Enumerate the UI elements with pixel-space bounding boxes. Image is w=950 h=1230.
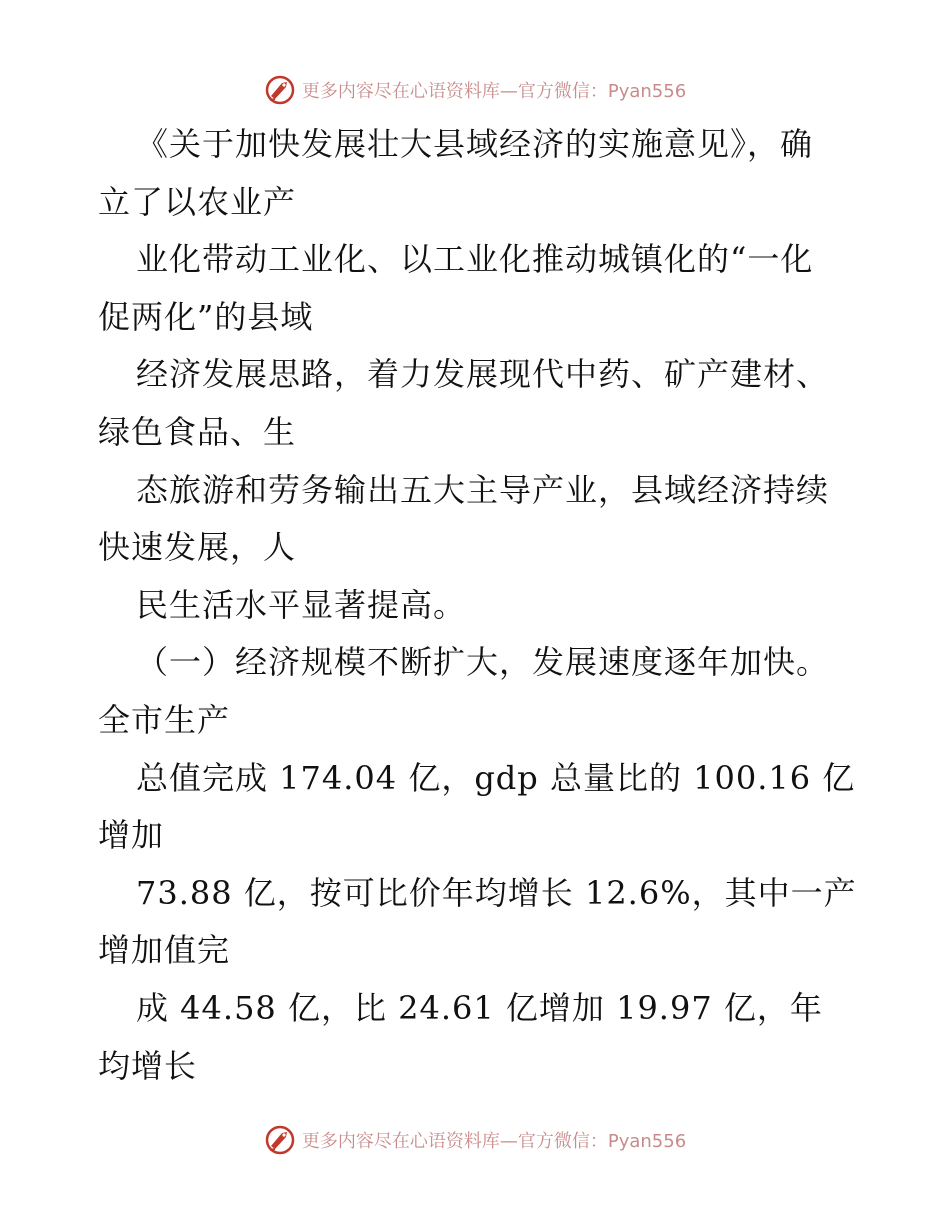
text-line: 成 44.58 亿，比 24.61 亿增加 19.97 亿，年: [136, 988, 823, 1027]
text-line: 全市生产: [98, 700, 231, 739]
text-line: 绿色食品、生: [98, 412, 297, 451]
footer-banner-content[interactable]: [264, 1124, 686, 1156]
header-banner-text: 更多内容尽在心语资料库—官方微信：Pyan556: [301, 81, 687, 102]
text-line: 增加: [98, 816, 165, 855]
text-line: 立了以农业产: [98, 182, 297, 221]
footer-banner-text: 更多内容尽在心语资料库—官方微信：Pyan556: [301, 1131, 687, 1152]
text-line: 经济发展思路，着力发展现代中药、矿产建材、: [136, 355, 830, 394]
text-line: 民生活水平显著提高。: [136, 585, 467, 624]
text-line: 73.88 亿，按可比价年均增长 12.6%，其中一产: [136, 873, 857, 912]
text-line: （一）经济规模不断扩大，发展速度逐年加快。: [136, 643, 830, 682]
footer-banner: [0, 1120, 950, 1160]
text-line: 均增长: [98, 1046, 198, 1085]
text-line: 《关于加快发展壮大县域经济的实施意见》，确: [136, 125, 814, 163]
document-body: [98, 116, 858, 1095]
text-line: 增加值完: [98, 931, 231, 970]
text-line: 快速发展，人: [98, 528, 297, 567]
text-line: 总值完成 174.04 亿，gdp 总量比的 100.16 亿: [136, 758, 856, 797]
book-quill-logo-icon: [264, 74, 296, 106]
header-banner: [0, 70, 950, 110]
header-banner-content[interactable]: [264, 74, 686, 106]
book-quill-logo-icon: [264, 1124, 296, 1156]
text-line: 促两化”的县域: [98, 297, 314, 336]
text-line: 态旅游和劳务输出五大主导产业，县域经济持续: [136, 470, 830, 509]
text-line: 业化带动工业化、以工业化推动城镇化的“一化: [136, 240, 814, 279]
